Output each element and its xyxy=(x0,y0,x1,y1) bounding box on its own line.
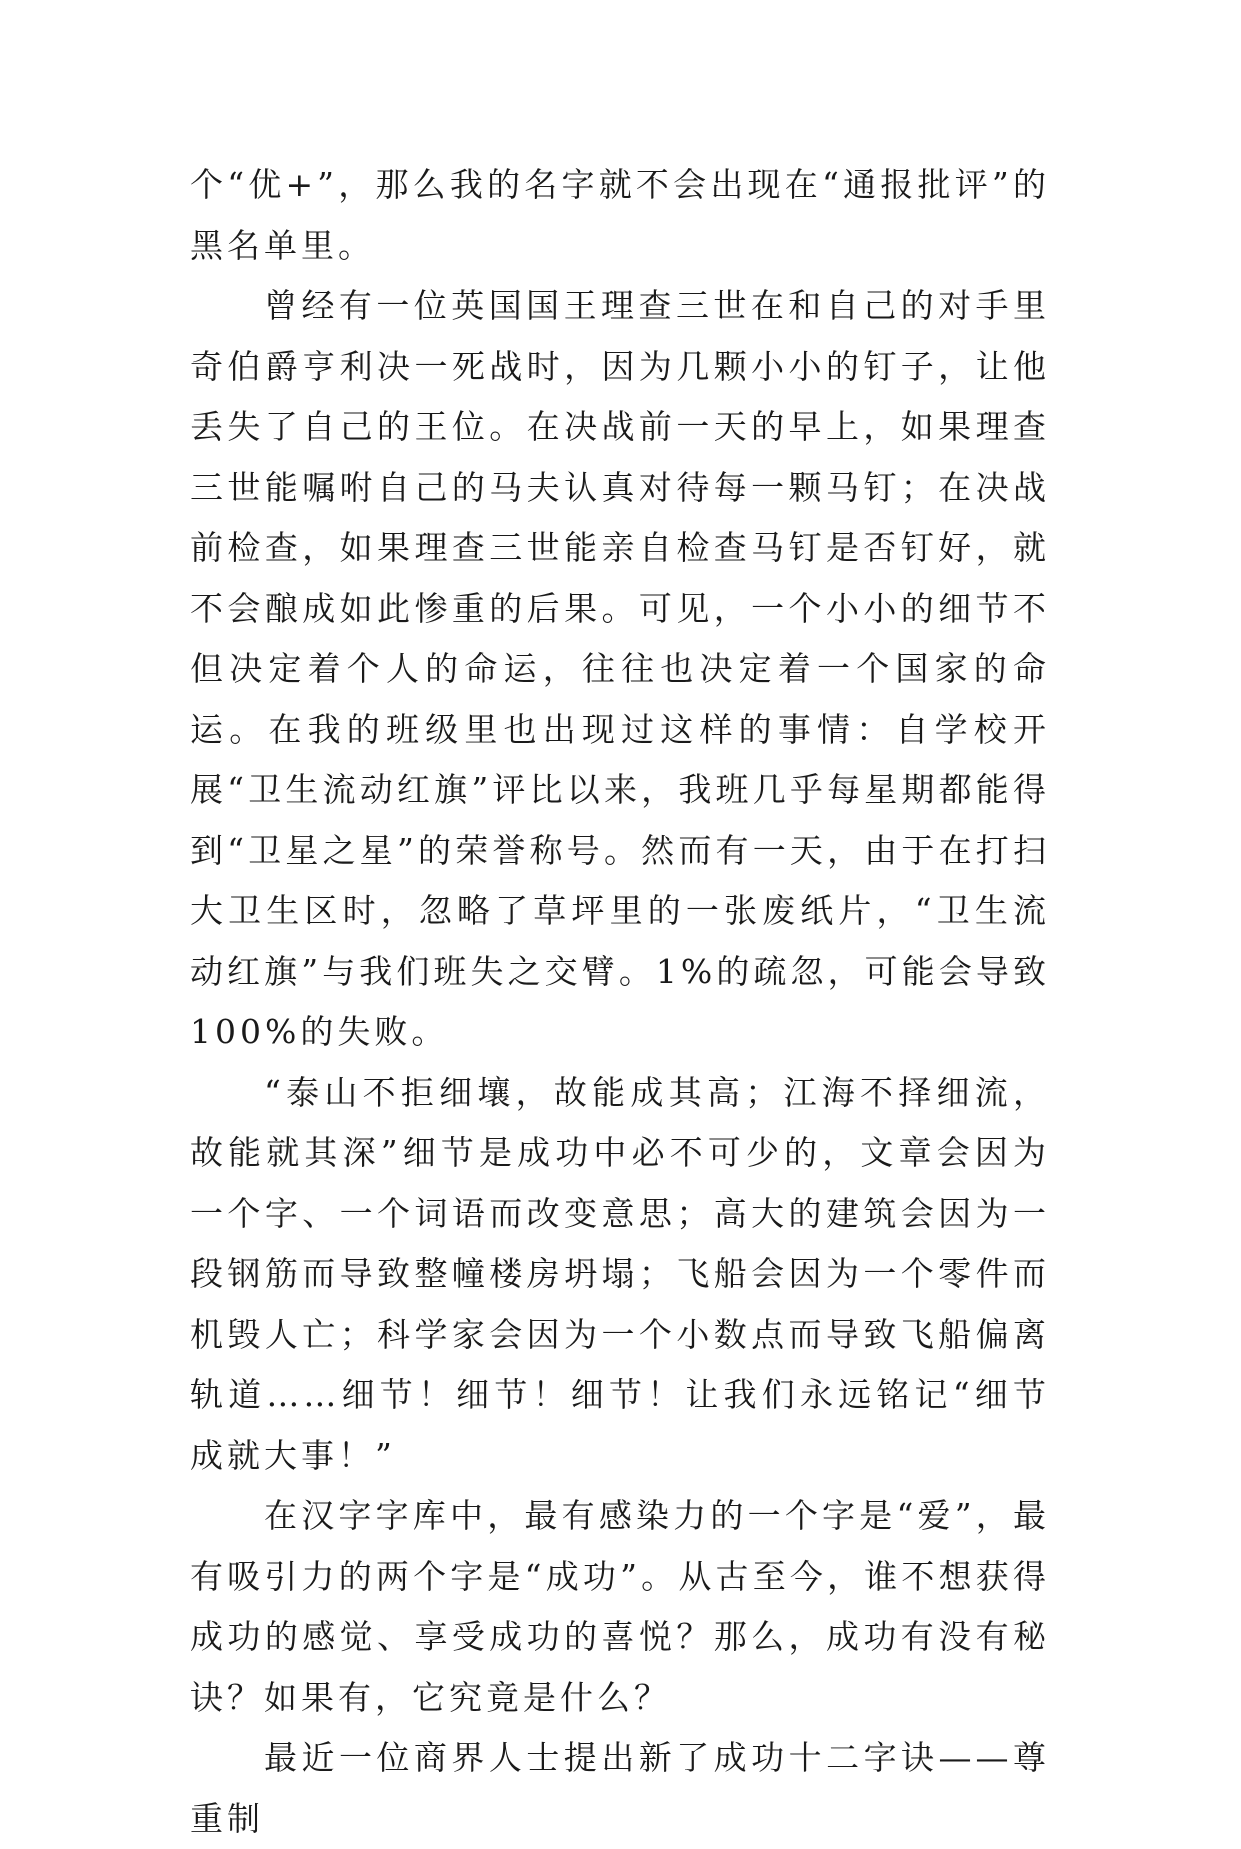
paragraph: “泰山不拒细壤，故能成其高；江海不择细流，故能就其深”细节是成功中必不可少的，文章会因为一个字、一个词语而改变意思；高大的建筑会因为一段钢筋而导致整幢楼房坍塌；飞船会因为一个零件而机毁人亡；科学家会因为一个小数点而导致飞船偏离轨道……细节！细节！细节！让我们永远铭记“细节成就大事！” xyxy=(190,1072,1050,1475)
paragraph: 在汉字字库中，最有感染力的一个字是“爱”，最有吸引力的两个字是“成功”。从古至今，谁不想获得成功的感觉、享受成功的喜悦？那么，成功有没有秘诀？如果有，它究竟是什么？ xyxy=(190,1496,1050,1717)
document-body xyxy=(190,155,1050,1849)
paragraph: 最近一位商界人士提出新了成功十二字诀——尊重制 xyxy=(190,1738,1050,1838)
paragraph: 曾经有一位英国国王理查三世在和自己的对手里奇伯爵亨利决一死战时，因为几颗小小的钉子，让他丢失了自己的王位。在决战前一天的早上，如果理查三世能嘱咐自己的马夫认真对待每一颗马钉；在决战前检查，如果理查三世能亲自检查马钉是否钉好，就不会酿成如此惨重的后果。可见，一个小小的细节不但决定着个人的命运，往往也决定着一个国家的命运。在我的班级里也出现过这样的事情：自学校开展“卫生流动红旗”评比以来，我班几乎每星期都能得到“卫星之星”的荣誉称号。然而有一天，由于在打扫大卫生区时，忽略了草坪里的一张废纸片，“卫生流动红旗”与我们班失之交臂。1%的疏忽，可能会导致 100%的失败。 xyxy=(190,286,1050,1051)
paragraph: 个“优+”，那么我的名字就不会出现在“通报批评”的黑名单里。 xyxy=(190,165,1050,265)
